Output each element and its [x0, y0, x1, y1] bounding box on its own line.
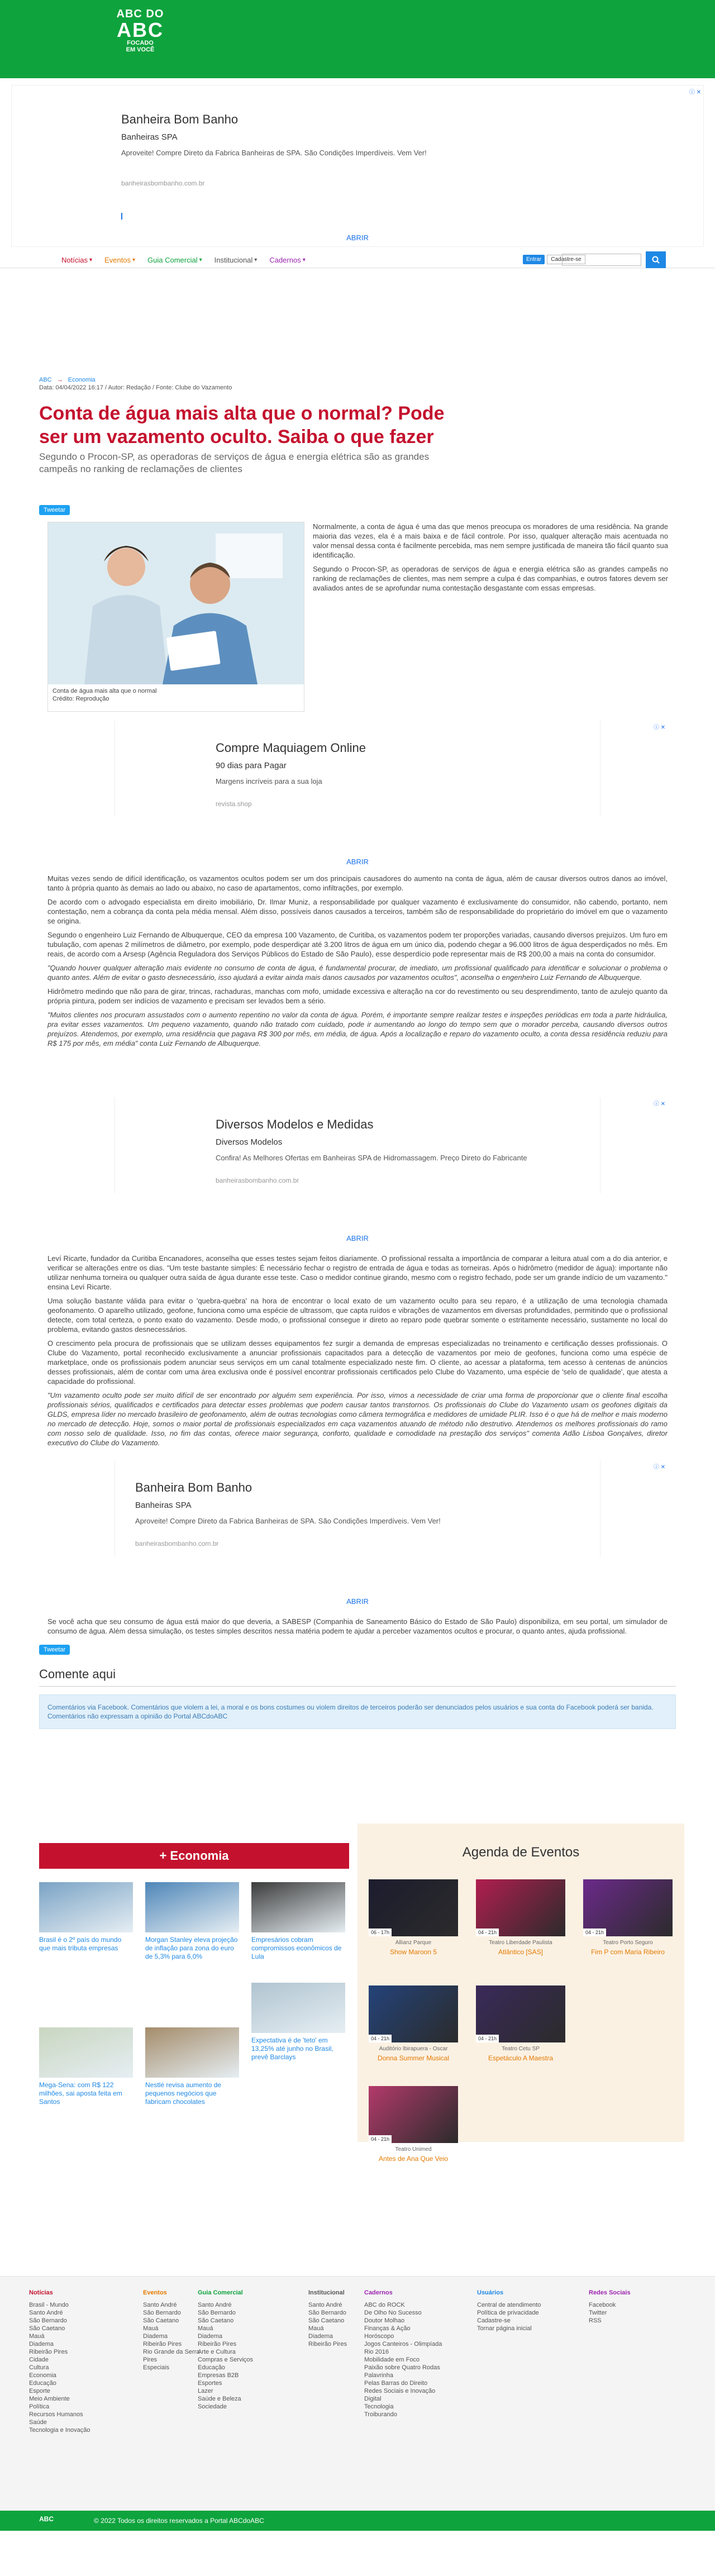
footer-link[interactable]: São Bernardo	[29, 2317, 67, 2324]
ad-open-button[interactable]: ABRIR	[346, 234, 369, 242]
footer-link[interactable]: Tecnologia e Inovação	[29, 2427, 90, 2434]
footer-column	[477, 2289, 561, 2332]
footer-link[interactable]: Diadema	[308, 2333, 333, 2340]
economy-card[interactable]	[251, 1882, 345, 1961]
event-image[interactable]	[476, 1879, 565, 1936]
footer-link[interactable]: Mauá	[29, 2333, 45, 2340]
event-image[interactable]	[583, 1879, 673, 1936]
footer-link[interactable]: Paixão sobre Quatro Rodas	[364, 2364, 440, 2371]
footer-link[interactable]: Pires	[143, 2356, 158, 2363]
event-name[interactable]: Atlântico [SAS]	[498, 1948, 544, 1956]
article-paragraph: O crescimento pela procura de profissionais que se utilizam desses equipamentos fez surgir a demanda de empresas especializadas no treinamento e certificação desses profissionais. O Clube do Vazamento, portal reconhecido exclusivamente a anunciar profissionais capacitados para a detecção de vazamentos por meio de geofones, funciona como uma espécie de marketplace, onde os profissionais podem anunciar seus serviços em um canal totalmente especializado neste fim. O cliente, ao acessar a plataforma, tem acesso à centenas de anúncios desses profissionais, além de contar com uma área exclusiva onde é possível encontrar profissionais certificados pelo Clube do Vazamento, uma espécie de 'selo de qualidade', que atesta a capacidade do profissional.	[47, 1339, 668, 1385]
nav-item-label: Notícias	[61, 256, 88, 264]
economy-card-title[interactable]: Empresários cobram compromissos econômicos de Lula	[251, 1936, 342, 1960]
breadcrumb-sep: →	[56, 377, 63, 383]
ad-url[interactable]: banheirasbombanho.com.br	[121, 179, 205, 187]
footer-link[interactable]: Central de atendimento	[477, 2302, 541, 2308]
event-card[interactable]	[369, 1985, 458, 2062]
ad-title[interactable]: Banheira Bom Banho	[135, 1480, 252, 1494]
footer-link[interactable]: Mauá	[308, 2325, 324, 2332]
footer-link[interactable]: Política de privacidade	[477, 2310, 539, 2316]
footer-link[interactable]: São Bernardo	[308, 2310, 346, 2316]
article-title: Conta de água mais alta que o normal? Pode ser um vazamento oculto. Saiba o que fazer	[39, 403, 445, 447]
nav-item-2[interactable]	[147, 256, 202, 264]
footer-link[interactable]: São Caetano	[29, 2325, 65, 2332]
chevron-down-icon: ▾	[132, 257, 136, 263]
article-lead: Segundo o Procon-SP, as operadoras de serviços de água e energia elétrica são as grandes campeãs no ranking de reclamações de clientes	[39, 451, 430, 474]
footer-link[interactable]: Tornar página inicial	[477, 2325, 532, 2332]
nav-item-label: Eventos	[104, 256, 131, 264]
ad-choices-icon[interactable]: ⓘ ✕	[653, 1101, 665, 1107]
footer-link[interactable]: Diadema	[29, 2341, 54, 2348]
ad-description: Confira! As Melhores Ofertas em Banheiras SPA de Hidromassagem. Preço Direto do Fabricante	[216, 1154, 527, 1162]
footer-bar	[0, 2511, 715, 2531]
comments-title: Comente aqui	[39, 1667, 116, 1681]
footer-link[interactable]: Santo André	[29, 2310, 63, 2316]
footer-link[interactable]: Sociedade	[198, 2403, 227, 2410]
event-name[interactable]: Fim P com Maria Ribeiro	[591, 1948, 665, 1956]
footer-link[interactable]: Twitter	[589, 2310, 607, 2316]
footer-link[interactable]: Horóscopo	[364, 2333, 394, 2340]
tweet-button-bottom[interactable]: Tweetar	[39, 1645, 70, 1655]
economy-card[interactable]	[251, 1983, 345, 2061]
agenda-title: Agenda de Eventos	[462, 1845, 580, 1860]
ad-title[interactable]: Banheira Bom Banho	[121, 112, 239, 126]
article-paragraph: Muitas vezes sendo de difícil identificação, os vazamentos ocultos podem ser um dos principais causadores do aumento na conta de água, além de causar diversos outros danos ao imóvel, tanto à própria quanto às demais ao lado ou abaixo, no caso de apartamentos, como infiltrações, por exemplo.	[47, 874, 668, 892]
chevron-down-icon: ▾	[89, 257, 92, 263]
tweet-button[interactable]: Tweetar	[39, 505, 70, 515]
ad-subtitle: 90 dias para Pagar	[216, 761, 287, 770]
logo-line2: ABC	[117, 18, 164, 41]
footer-link[interactable]: Diadema	[198, 2333, 223, 2340]
logo-line4: EM VOCÊ	[126, 46, 155, 53]
nav-item-4[interactable]	[269, 256, 305, 264]
economy-card-image[interactable]	[145, 1882, 239, 1932]
economy-card-title[interactable]: Expectativa é de 'teto' em 13,25% até junho no Brasil, prevê Barclays	[251, 2036, 333, 2061]
article-body	[0, 505, 715, 2276]
footer-link[interactable]: Palavrinha	[364, 2372, 393, 2379]
economy-card-title[interactable]: Morgan Stanley eleva projeção de inflação para zona do euro de 5,3% para 6,0%	[145, 1936, 238, 1960]
ad-open-button[interactable]: ABRIR	[346, 1597, 369, 1606]
economy-card-image[interactable]	[39, 2027, 133, 2078]
economy-card[interactable]	[39, 1882, 133, 1953]
footer-column	[29, 2289, 113, 2434]
event-place: Teatro Liberdade Paulista	[489, 1940, 552, 1946]
ad-mid-1[interactable]	[47, 721, 668, 868]
photo-caption: Conta de água mais alta que o normal	[53, 688, 157, 694]
ad-url[interactable]: banheirasbombanho.com.br	[135, 1540, 219, 1547]
site-footer	[0, 2276, 715, 2511]
footer-column-heading[interactable]: Redes Sociais	[589, 2289, 631, 2296]
event-image[interactable]	[369, 2086, 458, 2143]
ad-open-button[interactable]: ABRIR	[346, 858, 369, 866]
breadcrumb-economia[interactable]: Economia	[68, 377, 96, 383]
economy-card-image[interactable]	[145, 2027, 239, 2078]
article-paragraph: Uma solução bastante válida para evitar o 'quebra-quebra' na hora de encontrar o local exato de um vazamento oculto para seu reparo, é a utilização de uma tecnologia chamada geofonamento. O aparelho utilizado, geofone, funciona como uma espécie de ultrassom, que capta ruídos e vibrações de vazamentos em diversas profundidades, permitindo que o profissional detecte, com total certeza, o ponto exato do vazamento. Desde modo, o profissional consegue ir direto ao reparo pode quebrar somente o estritamente necessário, sustamente no local do problema, evitando gastos desnecessários.	[47, 1297, 668, 1334]
event-place: Teatro Unimed	[395, 2146, 432, 2153]
ad-title[interactable]: Compre Maquiagem Online	[216, 741, 366, 755]
footer-link[interactable]: Lazer	[198, 2388, 213, 2394]
logo-line3: FOCADO	[127, 40, 154, 46]
footer-column-heading[interactable]: Cadernos	[364, 2289, 393, 2296]
footer-link[interactable]: Educação	[198, 2364, 225, 2371]
site-header	[0, 0, 715, 78]
footer-link[interactable]: São Caetano	[198, 2317, 234, 2324]
footer-link[interactable]: Doutor Molhao	[364, 2317, 405, 2324]
footer-column	[364, 2289, 465, 2418]
footer-link[interactable]: São Caetano	[308, 2317, 345, 2324]
footer-link[interactable]: Especiais	[143, 2364, 170, 2371]
nav-item-label: Institucional	[214, 256, 253, 264]
ad-mid-3[interactable]	[47, 1460, 668, 1608]
footer-column	[589, 2289, 673, 2325]
photo-image	[48, 522, 304, 684]
footer-link[interactable]: Meio Ambiente	[29, 2396, 70, 2402]
footer-link[interactable]: Cidade	[29, 2356, 49, 2363]
footer-link[interactable]: Ribeirão Pires	[29, 2349, 68, 2355]
footer-link[interactable]: Finanças & Ação	[364, 2325, 411, 2332]
nav-item-0[interactable]	[61, 256, 92, 264]
footer-link[interactable]: Jogos Canteiros - Olimpíada	[364, 2341, 442, 2348]
ad-choices-icon[interactable]: ⓘ ✕	[653, 1464, 665, 1470]
ad-description: Aproveite! Compre Direto da Fabrica Banheiras de SPA. São Condições Imperdíveis. Vem Ver!	[135, 1517, 441, 1525]
footer-link[interactable]: Diadema	[143, 2333, 168, 2340]
article-header	[0, 377, 715, 505]
economy-card-title[interactable]: Nestlé revisa aumento de pequenos negócios que fabricam chocolates	[145, 2081, 222, 2106]
event-card[interactable]	[369, 1879, 458, 1956]
ad-description: Aproveite! Compre Direto da Fabrica Banheiras de SPA. São Condições Imperdíveis. Vem Ver!	[121, 149, 427, 157]
main-nav	[0, 247, 715, 268]
event-date: 04 - 21h	[476, 1929, 499, 1936]
login-button[interactable]: Entrar	[523, 255, 545, 264]
footer-link[interactable]: Tecnologia	[364, 2403, 394, 2410]
footer-link[interactable]: Esportes	[198, 2380, 222, 2387]
article-quote: "Muitos clientes nos procuram assustados com o aumento repentino no valor da conta de água. Porém, é importante sempre realizar testes e inspeções periódicas em toda a parte hidráulica, pra evitar esses vazamentos. Um pequeno vazamento, quando não tratado com cuidado, pode ir aumentando ao longo do tempo sem que o morador perceba, causando diversos outros prejuízos. Atendemos, por exemplo, uma residência que pagava R$ 300 por mês, em média, de água. Após a localização e reparo do vazamento oculto, a conta dessa residência reduziu para R$ 175 por mês, em média" conta Luiz Fernando de Albuquerque.	[47, 1011, 668, 1047]
footer-link[interactable]: Rio 2016	[364, 2349, 389, 2355]
article-paragraph: Normalmente, a conta de água é uma das que menos preocupa os moradores de uma residência. Na grande maioria das vezes, ela é a mais baixa e de fácil controle. Por isso, qualquer alteração mais acentuada no valor mensal dessa conta é facilmente percebida, mas nem sempre justificada de maneira tão fácil quanto sua identificação.	[313, 522, 668, 559]
economy-card-image[interactable]	[251, 1983, 345, 2033]
footer-column-heading[interactable]: Institucional	[308, 2289, 345, 2296]
footer-link[interactable]: Recursos Humanos	[29, 2411, 83, 2418]
economy-card-image[interactable]	[39, 1882, 133, 1932]
footer-link[interactable]: Cadastre-se	[477, 2317, 511, 2324]
footer-link[interactable]: Empresas B2B	[198, 2372, 239, 2379]
photo-credit: Crédito: Reprodução	[53, 696, 109, 702]
article-paragraph: Hidrômetro medindo que não para de girar, trincas, rachaduras, manchas com mofo, umidade excessiva e alteração na cor do revestimento ou seu desprendimento, tanto de azulejo quanto da própria pintura, podem ser indícios de vazamento e precisam ser levados bem a sério.	[47, 987, 668, 1005]
event-name[interactable]: Antes de Ana Que Veio	[378, 2155, 449, 2163]
economy-card[interactable]	[145, 2027, 239, 2106]
search-button[interactable]	[646, 251, 666, 268]
event-place: Allianz Parque	[395, 1940, 432, 1946]
logo-line1: ABC DO	[116, 8, 164, 20]
footer-link[interactable]: Saúde	[29, 2419, 47, 2426]
footer-link[interactable]: Cultura	[29, 2364, 49, 2371]
event-card[interactable]	[476, 1985, 565, 2062]
footer-link[interactable]: ABC do ROCK	[364, 2302, 405, 2308]
economy-card-image[interactable]	[251, 1882, 345, 1932]
economy-card-title[interactable]: Mega-Sena: com R$ 122 milhões, sai aposta feita em Santos	[39, 2081, 122, 2106]
search-input[interactable]	[562, 254, 641, 266]
footer-link[interactable]: Mauá	[198, 2325, 213, 2332]
footer-link[interactable]: Pelas Barras do Direito	[364, 2380, 428, 2387]
breadcrumb-home[interactable]: ABC	[39, 377, 52, 383]
footer-link[interactable]: Ribeirão Pires	[143, 2341, 182, 2348]
event-place: Auditório Ibirapuera - Oscar	[379, 2046, 448, 2052]
search-icon	[652, 256, 660, 264]
footer-link[interactable]: Redes Sociais e Inovação	[364, 2388, 436, 2394]
footer-link[interactable]: São Caetano	[143, 2317, 179, 2324]
footer-link[interactable]: RSS	[589, 2317, 602, 2324]
chevron-down-icon: ▾	[302, 257, 306, 263]
footer-link[interactable]: Facebook	[589, 2302, 616, 2308]
footer-column-heading[interactable]: Notícias	[29, 2289, 53, 2296]
comments-notice: Comentários via Facebook. Comentários que violem a lei, a moral e os bons costumes ou violem direitos de terceiros poderão ser denunciados pelos usuários e sua conta do Facebook poderá ser banida. Comentários não expressam a opinião do Portal ABCdoABC	[39, 1694, 676, 1729]
article-paragraph: Se você acha que seu consumo de água está maior do que deveria, a SABESP (Companhia de Saneamento Básico do Estado de São Paulo) disponibiliza, em seu portal, um simulador de consumo de água. Além dessa simulação, os testes simples descritos nessa matéria podem te ajudar a perceber vazamentos ocultos e procurar, o quanto antes, ajuda profissional.	[47, 1617, 668, 1635]
event-card[interactable]	[369, 2086, 458, 2163]
ad-subtitle: Banheiras SPA	[135, 1501, 192, 1510]
economy-title: + Economia	[39, 1843, 349, 1869]
footer-link[interactable]: Santo André	[198, 2302, 232, 2308]
chevron-down-icon: ▾	[199, 257, 202, 263]
article-paragraph: Segundo o Procon-SP, as operadoras de serviços de água e energia elétrica são as grandes campeãs no ranking de reclamações de clientes, mas nem sempre a culpa é das companhias, e outros fatores devem ser avaliados antes de se aprofundar numa contestação desgastante com essas empresas.	[313, 565, 668, 592]
event-place: Teatro Porto Seguro	[603, 1940, 653, 1946]
footer-link[interactable]: Digital	[364, 2396, 382, 2402]
article-meta: Data: 04/04/2022 16:17 / Autor: Redação / Fonte: Clube do Vazamento	[39, 384, 232, 391]
ad-open-button[interactable]: ABRIR	[346, 1234, 369, 1242]
ad-description: Margens incríveis para a sua loja	[216, 777, 322, 785]
ad-url[interactable]: banheirasbombanho.com.br	[216, 1177, 299, 1184]
nav-item-3[interactable]	[214, 256, 258, 264]
footer-link[interactable]: Economia	[29, 2372, 56, 2379]
footer-link[interactable]: Santo André	[308, 2302, 342, 2308]
nav-items	[61, 256, 306, 264]
footer-link[interactable]: São Bernardo	[198, 2310, 236, 2316]
event-date: 04 - 21h	[583, 1929, 606, 1936]
footer-link[interactable]: Santo André	[143, 2302, 177, 2308]
ad-subtitle: Diversos Modelos	[216, 1137, 283, 1147]
ad-url[interactable]: revista.shop	[216, 800, 252, 808]
footer-column-heading[interactable]: Usuários	[477, 2289, 504, 2296]
register-button[interactable]: Cadastre-se	[547, 255, 585, 264]
footer-link[interactable]: Compras e Serviços	[198, 2356, 254, 2363]
nav-item-label: Guia Comercial	[147, 256, 198, 264]
ad-title[interactable]: Diversos Modelos e Medidas	[216, 1117, 374, 1131]
footer-column-heading[interactable]: Guia Comercial	[198, 2289, 243, 2296]
article-paragraph: De acordo com o advogado especialista em direito imobiliário, Dr. Ilmar Muniz, a responsabilidade por qualquer vazamento é exclusivamente do consumidor, não cabendo, portanto, nem contestação, nem a cobrança da conta pela média mensal. Além disso, possíveis danos causados a terceiros, também são de responsabilidade do proprietário do imóvel em que o vazamento se origina.	[47, 898, 668, 925]
economy-card[interactable]	[39, 2027, 133, 2106]
footer-link[interactable]: São Bernardo	[143, 2310, 181, 2316]
event-image[interactable]	[369, 1985, 458, 2042]
event-name[interactable]: Donna Summer Musical	[377, 2054, 450, 2062]
ad-choices-icon[interactable]: ⓘ ✕	[689, 89, 701, 96]
footer-copyright: © 2022 Todos os direitos reservados a Portal ABCdoABC	[94, 2517, 264, 2525]
footer-link[interactable]: Mauá	[143, 2325, 159, 2332]
nav-item-1[interactable]	[104, 256, 135, 264]
ad-mid-2[interactable]	[47, 1097, 668, 1245]
article-paragraph: Segundo o engenheiro Luiz Fernando de Albuquerque, CEO da empresa 100 Vazamento, de Curitiba, os vazamentos podem ter proporções variadas, causando diversos prejuízos. Um furo em tubulação, com apenas 2 milímetros de diâmetro, por exemplo, pode desperdiçar até 3.200 litros de água em um único dia, podendo chegar a 96.000 litros de água desperdiçados no mês. Em reais, de acordo com a Arsesp (Agência Reguladora dos Serviços Públicos do Estado de São Paulo), esse desperdício pode representar mais de R$ 200,00 a mais na conta do consumidor.	[47, 931, 668, 958]
event-card[interactable]	[476, 1879, 565, 1956]
event-name[interactable]: Espetáculo A Maestra	[488, 2054, 554, 2062]
footer-link[interactable]: Saúde e Beleza	[198, 2396, 241, 2402]
footer-column	[198, 2289, 282, 2411]
site-logo[interactable]	[109, 8, 171, 53]
ad-choices-icon[interactable]: ⓘ ✕	[653, 725, 665, 731]
footer-link[interactable]: De Olho No Sucesso	[364, 2310, 422, 2316]
ad-top[interactable]	[11, 85, 704, 247]
article-photo	[47, 522, 304, 712]
footer-link[interactable]: Brasil - Mundo	[29, 2302, 69, 2308]
agenda-section	[358, 1823, 684, 2163]
footer-link[interactable]: Mobilidade em Foco	[364, 2356, 420, 2363]
footer-link[interactable]: Esporte	[29, 2388, 50, 2394]
footer-logo[interactable]: ABC	[39, 2515, 54, 2523]
footer-link[interactable]: Arte e Cultura	[198, 2349, 236, 2355]
economy-card[interactable]	[145, 1882, 239, 1961]
footer-link[interactable]: Ribeirão Pires	[198, 2341, 237, 2348]
economy-card-title[interactable]: Brasil é o 2º país do mundo que mais tributa empresas	[39, 1936, 122, 1952]
event-date: 04 - 21h	[476, 2035, 499, 2042]
event-image[interactable]	[476, 1985, 565, 2042]
footer-column-heading[interactable]: Eventos	[143, 2289, 167, 2296]
event-card[interactable]	[583, 1879, 673, 1956]
footer-link[interactable]: Ribeirão Pires	[308, 2341, 347, 2348]
article-paragraph: Leví Ricarte, fundador da Curitiba Encanadores, aconselha que esses testes sejam feitos diariamente. O profissional ressalta a importância de comparar a leitura atual com a do dia anterior, e verificar se alterações entre os dias. "Um teste bastante simples: É necessário fechar o registro de entrada de água e todas as torneiras. Após o hidrômetro (medidor de água): importante não utilizar nenhuma torneira ou qualquer outra saída de água durante esse teste. Caso o medidor continue girando, mesmo com o registro fechado, pode ser um grande indício de um vazamento." ensina Leví Ricarte.	[47, 1254, 668, 1291]
footer-link[interactable]: Rio Grande da Serra	[143, 2349, 200, 2355]
article-quote: "Quando houver qualquer alteração mais evidente no consumo de conta de água, é fundamental procurar, de imediato, um profissional qualificado para identificar e solucionar o problema o quanto antes. Além de evitar o gasto desnecessário, isso ajudará a evitar ainda mais danos causados por vazamentos ocultos", aconselha o engenheiro Luiz Fernando de Albuquerque.	[47, 964, 668, 982]
footer-link[interactable]: Política	[29, 2403, 50, 2410]
footer-link[interactable]: Troiburando	[364, 2411, 397, 2418]
event-date: 06 - 17h	[369, 1929, 392, 1936]
event-date: 04 - 21h	[369, 2135, 392, 2143]
event-place: Teatro Cetu SP	[502, 2046, 540, 2052]
footer-link[interactable]: Educação	[29, 2380, 56, 2387]
article-quote: "Um vazamento oculto pode ser muito difícil de ser encontrado por alguém sem experiência. Por isso, vimos a necessidade de criar uma forma de proporcionar que o cliente final escolha profissionais sérios, qualificados e certificados para detectar esses problemas que podem causar tantos transtornos. Os profissionais do Clube do Vazamento usam os geofones digitais da GLDS, empresa líder no mercado brasileiro de geofonamento, além de outras tecnologias como câmera termográfica e medidores de umidade PLIR. Isso é o que há de melhor e mais moderno no mercado de detecção. Hoje, somos o maior portal de profissionais especializados em caça vazamentos atuando de método não destrutivo. Atendemos os melhores profissionais do ramo com nosso selo de qualidade. Isso, no fim das contas, oferece maior segurança, conforto, qualidade e comodidade na prestação dos serviços" comenta Adão Lisboa Gonçalves, diretor executivo do Clube do Vazamento.	[47, 1391, 668, 1447]
event-name[interactable]: Show Maroon 5	[389, 1948, 437, 1956]
chevron-down-icon: ▾	[254, 257, 258, 263]
ad-subtitle: Banheiras SPA	[121, 132, 178, 142]
event-date: 04 - 21h	[369, 2035, 392, 2042]
economy-section	[39, 1843, 349, 2106]
nav-item-label: Cadernos	[269, 256, 301, 264]
breadcrumb	[39, 377, 96, 383]
event-image[interactable]	[369, 1879, 458, 1936]
